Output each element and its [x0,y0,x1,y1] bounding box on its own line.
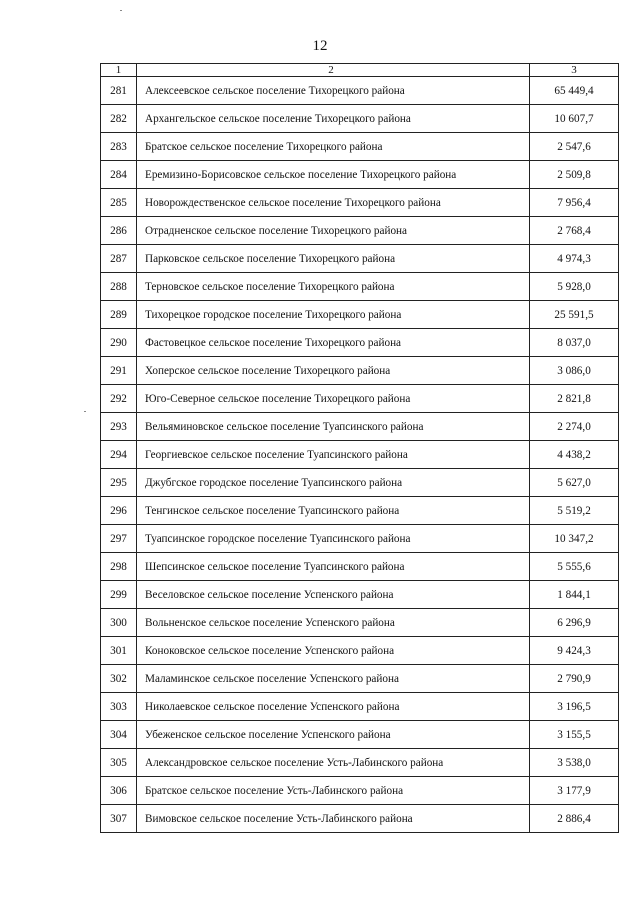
table-body [101,77,619,833]
row-number: 303 [101,693,137,721]
table-row [101,497,619,525]
row-number: 288 [101,273,137,301]
settlement-name: Николаевское сельское поселение Успенского района [137,693,530,721]
table-row [101,413,619,441]
settlement-name: Братское сельское поселение Усть-Лабинского района [137,777,530,805]
settlement-name: Отрадненское сельское поселение Тихорецкого района [137,217,530,245]
table-row [101,77,619,105]
amount-value: 2 886,4 [530,805,619,833]
header-row [101,64,619,77]
amount-value: 65 449,4 [530,77,619,105]
amount-value: 2 768,4 [530,217,619,245]
settlement-name: Тенгинское сельское поселение Туапсинского района [137,497,530,525]
row-number: 283 [101,133,137,161]
row-number: 287 [101,245,137,273]
amount-value: 2 821,8 [530,385,619,413]
settlement-name: Александровское сельское поселение Усть-Лабинского района [137,749,530,777]
row-number: 296 [101,497,137,525]
amount-value: 3 177,9 [530,777,619,805]
table-row [101,133,619,161]
table-row [101,777,619,805]
amount-value: 8 037,0 [530,329,619,357]
row-number: 298 [101,553,137,581]
settlement-name: Еремизино-Борисовское сельское поселение Тихорецкого района [137,161,530,189]
table-row [101,553,619,581]
amount-value: 1 844,1 [530,581,619,609]
amount-value: 25 591,5 [530,301,619,329]
row-number: 297 [101,525,137,553]
settlement-name: Тихорецкое городское поселение Тихорецкого района [137,301,530,329]
amount-value: 5 627,0 [530,469,619,497]
table-row [101,749,619,777]
row-number: 293 [101,413,137,441]
settlement-name: Алексеевское сельское поселение Тихорецкого района [137,77,530,105]
settlement-name: Братское сельское поселение Тихорецкого района [137,133,530,161]
amount-value: 4 974,3 [530,245,619,273]
amount-value: 3 086,0 [530,357,619,385]
settlement-name: Шепсинское сельское поселение Туапсинского района [137,553,530,581]
row-number: 304 [101,721,137,749]
amount-value: 5 555,6 [530,553,619,581]
amount-value: 10 607,7 [530,105,619,133]
table-row [101,609,619,637]
table-row [101,273,619,301]
table-row [101,161,619,189]
settlement-name: Веселовское сельское поселение Успенского района [137,581,530,609]
row-number: 294 [101,441,137,469]
row-number: 285 [101,189,137,217]
table-row [101,441,619,469]
amount-value: 2 547,6 [530,133,619,161]
settlement-name: Новорождественское сельское поселение Тихорецкого района [137,189,530,217]
table-row [101,301,619,329]
header-col-2: 2 [137,64,530,77]
amount-value: 3 155,5 [530,721,619,749]
header-col-1: 1 [101,64,137,77]
row-number: 299 [101,581,137,609]
table-row [101,245,619,273]
settlement-name: Коноковское сельское поселение Успенского района [137,637,530,665]
row-number: 306 [101,777,137,805]
scan-speck [120,10,122,11]
settlement-name: Вимовское сельское поселение Усть-Лабинского района [137,805,530,833]
amount-value: 2 790,9 [530,665,619,693]
settlement-name: Туапсинское городское поселение Туапсинского района [137,525,530,553]
settlement-name: Юго-Северное сельское поселение Тихорецкого района [137,385,530,413]
row-number: 281 [101,77,137,105]
row-number: 305 [101,749,137,777]
amount-value: 3 196,5 [530,693,619,721]
settlement-name: Хоперское сельское поселение Тихорецкого района [137,357,530,385]
row-number: 286 [101,217,137,245]
amount-value: 7 956,4 [530,189,619,217]
table-row [101,665,619,693]
row-number: 292 [101,385,137,413]
row-number: 291 [101,357,137,385]
settlement-name: Убеженское сельское поселение Успенского района [137,721,530,749]
amount-value: 10 347,2 [530,525,619,553]
settlement-name: Вольненское сельское поселение Успенского района [137,609,530,637]
row-number: 295 [101,469,137,497]
settlement-name: Георгиевское сельское поселение Туапсинского района [137,441,530,469]
table-row [101,385,619,413]
table-row [101,637,619,665]
row-number: 290 [101,329,137,357]
table-row [101,693,619,721]
row-number: 307 [101,805,137,833]
page-number: 12 [312,38,328,54]
settlement-name: Терновское сельское поселение Тихорецкого района [137,273,530,301]
amount-value: 2 274,0 [530,413,619,441]
table-row [101,189,619,217]
amount-value: 2 509,8 [530,161,619,189]
row-number: 282 [101,105,137,133]
row-number: 302 [101,665,137,693]
settlement-name: Парковское сельское поселение Тихорецкого района [137,245,530,273]
row-number: 300 [101,609,137,637]
settlement-name: Вельяминовское сельское поселение Туапсинского района [137,413,530,441]
header-col-3: 3 [530,64,619,77]
table-row [101,329,619,357]
settlement-name: Маламинское сельское поселение Успенского района [137,665,530,693]
table-row [101,217,619,245]
settlement-name: Архангельское сельское поселение Тихорецкого района [137,105,530,133]
table-row [101,721,619,749]
table-row [101,805,619,833]
amount-value: 9 424,3 [530,637,619,665]
row-number: 284 [101,161,137,189]
table-row [101,469,619,497]
settlement-name: Фастовецкое сельское поселение Тихорецкого района [137,329,530,357]
settlement-name: Джубгское городское поселение Туапсинского района [137,469,530,497]
amount-value: 3 538,0 [530,749,619,777]
amount-value: 5 928,0 [530,273,619,301]
amount-value: 5 519,2 [530,497,619,525]
allocation-table [100,63,619,833]
table-row [101,105,619,133]
table-row [101,525,619,553]
table-row [101,357,619,385]
table-row [101,581,619,609]
amount-value: 4 438,2 [530,441,619,469]
amount-value: 6 296,9 [530,609,619,637]
row-number: 289 [101,301,137,329]
row-number: 301 [101,637,137,665]
scan-speck [84,411,86,412]
